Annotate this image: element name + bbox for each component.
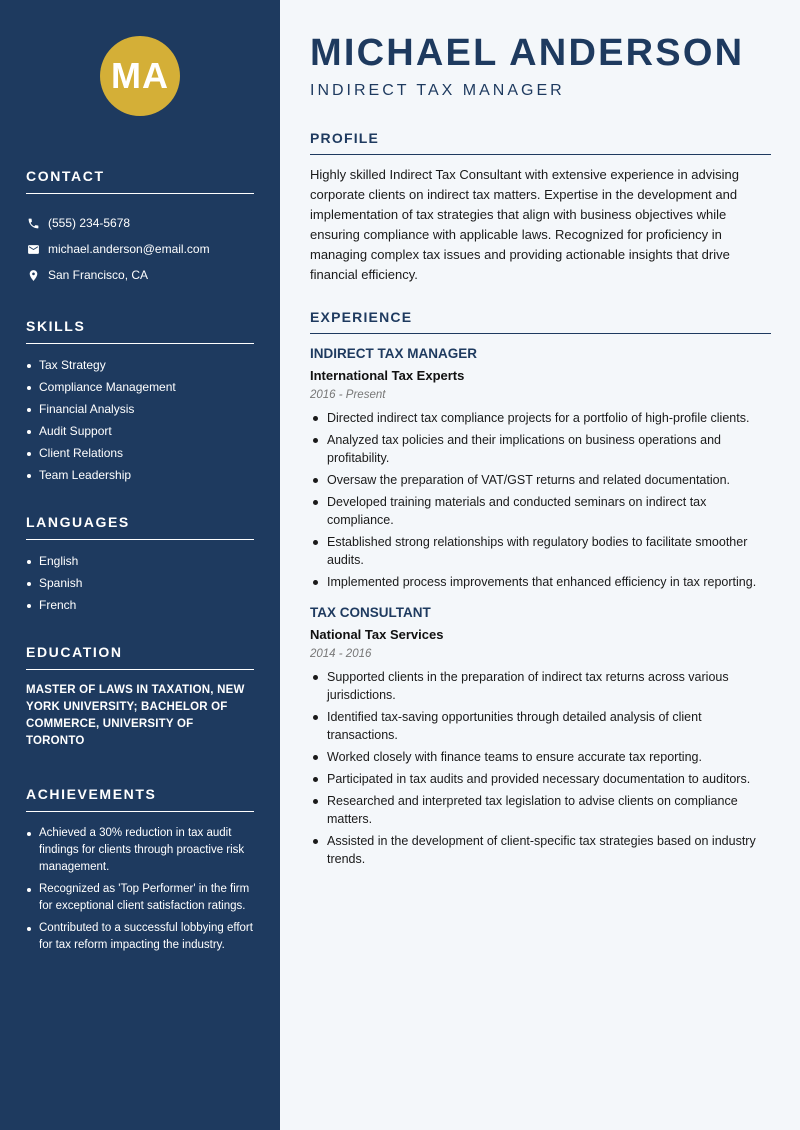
avatar <box>100 36 180 116</box>
skills-list <box>26 357 254 484</box>
list-item: Directed indirect tax compliance projects for a portfolio of high-profile clients. <box>310 409 771 427</box>
list-item: Financial Analysis <box>26 401 254 418</box>
experience-section <box>310 309 771 868</box>
contact-email <box>26 236 254 262</box>
list-item: English <box>26 553 254 570</box>
contact-title: CONTACT <box>26 168 254 194</box>
list-item: Compliance Management <box>26 379 254 396</box>
experience-title: EXPERIENCE <box>310 309 771 334</box>
contact-phone <box>26 210 254 236</box>
list-item: Client Relations <box>26 445 254 462</box>
email-text[interactable]: michael.anderson@email.com <box>48 242 210 256</box>
sidebar <box>0 0 280 1130</box>
candidate-role: INDIRECT TAX MANAGER <box>310 82 565 99</box>
list-item: Analyzed tax policies and their implications on business operations and profitability. <box>310 431 771 467</box>
list-item: Oversaw the preparation of VAT/GST returns and related documentation. <box>310 471 771 489</box>
list-item: Established strong relationships with regulatory bodies to facilitate smoother audits. <box>310 533 771 569</box>
list-item: Assisted in the development of client-specific tax strategies based on industry trends. <box>310 832 771 868</box>
achievements-list <box>26 825 254 954</box>
skills-section <box>26 318 254 484</box>
achievements-title: ACHIEVEMENTS <box>26 786 254 812</box>
list-item: Worked closely with finance teams to ensure accurate tax reporting. <box>310 748 771 766</box>
job-dates: 2016 - Present <box>310 389 386 401</box>
education-section <box>26 644 254 750</box>
profile-section <box>310 130 771 285</box>
languages-title: LANGUAGES <box>26 514 254 540</box>
list-item: Tax Strategy <box>26 357 254 374</box>
list-item: Contributed to a successful lobbying effort for tax reform impacting the industry. <box>26 920 254 954</box>
job-bullets <box>310 409 771 591</box>
job-company: International Tax Experts <box>310 368 465 383</box>
profile-title: PROFILE <box>310 130 771 155</box>
list-item: Team Leadership <box>26 467 254 484</box>
education-title: EDUCATION <box>26 644 254 670</box>
list-item: Researched and interpreted tax legislation to advise clients on compliance matters. <box>310 792 771 828</box>
avatar-initials: MA <box>111 55 169 96</box>
location-pin-icon <box>26 268 40 282</box>
contact-list <box>26 210 254 288</box>
list-item: French <box>26 597 254 614</box>
list-item: Implemented process improvements that enhanced efficiency in tax reporting. <box>310 573 771 591</box>
profile-text: Highly skilled Indirect Tax Consultant with extensive experience in advising corporate clients on indirect tax matters. Expertise in the development and implementation of tax strategies that align with business objectives while ensuring compliance with applicable laws. Recognized for proficiency in managing complex tax issues and providing actionable insights that drive financial efficiency. <box>310 167 739 282</box>
job-entry <box>310 605 771 868</box>
job-bullets <box>310 668 771 868</box>
candidate-name: MICHAEL ANDERSON <box>310 32 745 74</box>
contact-location <box>26 262 254 288</box>
job-company: National Tax Services <box>310 627 444 642</box>
location-text: San Francisco, CA <box>48 268 149 282</box>
education-text: MASTER OF LAWS IN TAXATION, NEW YORK UNIVERSITY; BACHELOR OF COMMERCE, UNIVERSITY OF TORONTO <box>26 684 245 747</box>
phone-text: (555) 234-5678 <box>48 216 131 230</box>
phone-icon <box>26 216 40 230</box>
job-entry <box>310 346 771 591</box>
main-content <box>280 0 800 1130</box>
job-title: INDIRECT TAX MANAGER <box>310 346 477 361</box>
list-item: Identified tax-saving opportunities through detailed analysis of client transactions. <box>310 708 771 744</box>
list-item: Supported clients in the preparation of indirect tax returns across various jurisdictions. <box>310 668 771 704</box>
list-item: Participated in tax audits and provided necessary documentation to auditors. <box>310 770 771 788</box>
list-item: Developed training materials and conducted seminars on indirect tax compliance. <box>310 493 771 529</box>
list-item: Audit Support <box>26 423 254 440</box>
email-icon <box>26 242 40 256</box>
list-item: Spanish <box>26 575 254 592</box>
skills-title: SKILLS <box>26 318 254 344</box>
list-item: Recognized as 'Top Performer' in the firm for exceptional client satisfaction ratings. <box>26 881 254 915</box>
languages-list <box>26 553 254 614</box>
list-item: Achieved a 30% reduction in tax audit findings for clients through proactive risk management. <box>26 825 254 876</box>
languages-section <box>26 514 254 614</box>
contact-section <box>26 168 254 288</box>
achievements-section <box>26 786 254 954</box>
job-title: TAX CONSULTANT <box>310 605 431 620</box>
job-dates: 2014 - 2016 <box>310 648 372 660</box>
